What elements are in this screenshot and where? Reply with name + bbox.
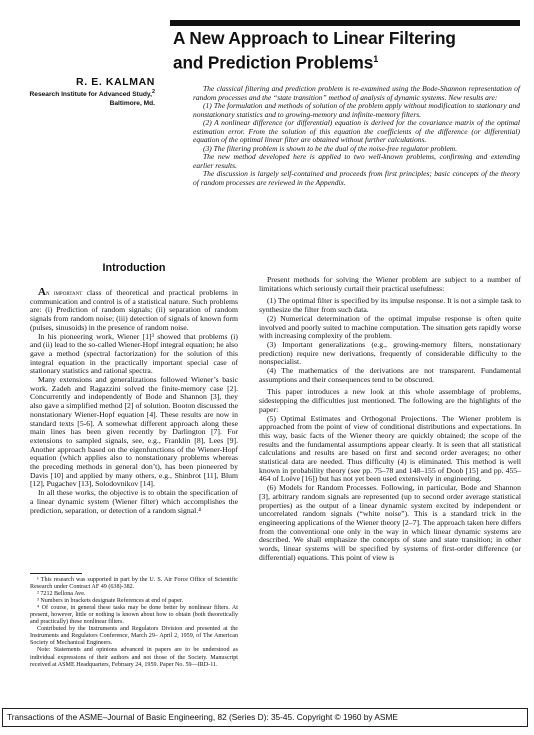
body-column-left bbox=[30, 288, 238, 515]
body-paragraph: (6) Models for Random Processes. Following, in particular, Bode and Shannon [3], arbitrary random signals are represented (up to second order average statistical properties) as the output of a linear dynamic system excited by independent or uncorrelated random signals (“white noise”). This is a standard trick in the engineering applications of the Wiener theory [2–7]. The approach taken here differs from the conventional one only in the way in which linear dynamic systems are described. We shall emphasize the concepts of state and state transition; in other words, linear systems will be specified by systems of first-order difference (or differential) equations. This point of view is bbox=[259, 483, 521, 562]
drop-cap: A bbox=[38, 286, 46, 298]
body-paragraph: (3) Important generalizations (e.g., growing-memory filters, nonstationary prediction) require new derivations, frequently of considerable difficulty to the nonspecialist. bbox=[259, 339, 521, 367]
abstract-paragraph: (3) The filtering problem is shown to be the dual of the noise-free regulator problem. bbox=[203, 143, 458, 153]
title-line-2: and Prediction Problems bbox=[173, 52, 374, 73]
footnote: ³ Numbers in brackets designate References at end of paper. bbox=[37, 598, 183, 605]
body-paragraph: Many extensions and generalizations followed Wiener’s basic work. Zadeh and Ragazzini solved the finite-memory case [2]. Concurrently and independently of Bode and Shannon [3], they also gave a simplified method [2] of solution. Booton discussed the nonstationary Wiener-Hopf equation [4]. These results are now in standard texts [5-6]. A somewhat different approach along these main lines has been given recently by Darlington [7]. For extensions to sampled signals, see, e.g., Franklin [8], Lees [9]. Another approach based on the eigenfunctions of the Wiener-Hopf equation (which applies also to nonstationary problems whereas the preceding methods in general don’t), has been pioneered by Davis [10] and applied by many others, e.g., Shinbrot [11], Blum [12], Pugachev [13], Solodovnikov [14]. bbox=[30, 375, 238, 489]
section-heading-introduction: Introduction bbox=[102, 262, 166, 274]
affiliation-line-2: Baltimore, Md. bbox=[109, 100, 155, 108]
footnote: ² 7212 Bellona Ave. bbox=[37, 591, 86, 598]
abstract bbox=[193, 85, 520, 188]
small-caps-lead: n important bbox=[45, 288, 83, 297]
body-paragraph: (1) The optimal filter is specified by its impulse response. It is not a simple task to synthesize the filter from such data. bbox=[259, 296, 521, 315]
abstract-paragraph: (2) A nonlinear difference (or differential) equation is derived for the covariance matrix of the optimal estimation error. From the solution of this equation the coefficients of the difference (or differential) equation of the optimal linear filter are obtained without further calculations. bbox=[193, 118, 520, 145]
author-name: R. E. KALMAN bbox=[76, 76, 155, 88]
body-paragraph: (5) Optimal Estimates and Orthogonal Projections. The Wiener problem is approached from the point of view of conditional distributions and expectations. In this way, basic facts of the Wiener theory are quickly obtained; the scope of the results and the fundamental assumptions appear clearly. It is seen that all statistical calculations and results are based on first and second order averages; no other statistical data are needed. Thus difficulty (4) is eliminated. This method is well known in probability theory (see pp. 75–78 and 148–155 of Doob [15] and pp. 455–464 of Loève [16]) but has not yet been used extensively in engineering. bbox=[259, 413, 521, 484]
body-column-right bbox=[259, 276, 521, 563]
body-paragraph: Present methods for solving the Wiener problem are subject to a number of limitations which seriously curtail their practical usefulness: bbox=[259, 275, 521, 293]
footnote: ¹ This research was supported in part by the U. S. Air Force Office of Scientific Research under Contract AF 49 (638)-382. bbox=[30, 577, 238, 591]
affiliation-line-1: Research Institute for Advanced Study, bbox=[29, 91, 152, 99]
title-line-1: A New Approach to Linear Filtering bbox=[173, 28, 456, 48]
footnote: Contributed by the Instruments and Regulators Division and presented at the Instruments and Regulators Conference, March 29– April 2, 1959, of The American Society of Mechanical Engineers. bbox=[30, 626, 238, 647]
body-paragraph: (2) Numerical determination of the optimal impulse response is often quite involved and poorly suited to machine computation. The situation gets rapidly worse with increasing complexity of the problem. bbox=[259, 313, 521, 341]
body-paragraph: In all these works, the objective is to obtain the specification of a linear dynamic system (Wiener filter) which accomplishes the prediction, separation, or detection of a random signal.⁴ bbox=[30, 488, 238, 515]
abstract-paragraph: The discussion is largely self-contained and proceeds from first principles; basic concepts of the theory of random processes are reviewed in the Appendix. bbox=[193, 169, 520, 188]
author-affiliation bbox=[0, 88, 155, 108]
title-rule bbox=[170, 20, 520, 26]
footnotes bbox=[30, 577, 238, 669]
body-paragraph: This paper introduces a new look at this whole assemblage of problems, sidestepping the difficulties just mentioned. The following are the highlights of the paper: bbox=[259, 387, 521, 414]
abstract-paragraph: The classical filtering and prediction problem is re-examined using the Bode-Shannon representation of random processes and the “state transition” method of analysis of dynamic systems. New results are: bbox=[193, 84, 520, 102]
affiliation-mark: 2 bbox=[151, 89, 155, 95]
footnote: ⁴ Of course, in general these tasks may be done better by nonlinear filters. At present, however, little or nothing is known about how to obtain (both theoretically and practically) these nonlinear filters. bbox=[30, 605, 238, 626]
body-paragraph: In his pioneering work, Wiener [1]³ showed that problems (i) and (ii) lead to the so-called Wiener-Hopf integral equation; he also gave a method (spectral factorization) for the solution of this integral equation in the practically important special case of stationary statistics and rational spectra. bbox=[30, 331, 238, 376]
title-footnote-mark: 1 bbox=[373, 54, 379, 64]
footnote: Note: Statements and opinions advanced in papers are to be understood as individual expressions of their authors and not those of the Society. Manuscript received at ASME Headquarters, February 24, 1959. Paper No. 59—IRD-11. bbox=[30, 647, 238, 668]
body-paragraph bbox=[30, 288, 238, 333]
paper-title bbox=[173, 28, 528, 74]
footnote-rule bbox=[30, 573, 82, 574]
abstract-paragraph: The new method developed here is applied to two well-known problems, confirming and extending earlier results. bbox=[193, 152, 520, 170]
body-paragraph: (4) The mathematics of the derivations are not transparent. Fundamental assumptions and their consequences tend to be obscured. bbox=[259, 366, 521, 384]
citation-footer: Transactions of the ASME–Journal of Basic Engineering, 82 (Series D): 35-45. Copyright © 1960 by ASME bbox=[2, 708, 528, 727]
abstract-paragraph: (1) The formulation and methods of solution of the problem apply without modification to stationary and nonstationary statistics and to growing-memory and infinite-memory filters. bbox=[193, 101, 520, 119]
paragraph-text: class of theoretical and practical problems in communication and control is of a statistical nature. Such problems are: (i) Prediction of random signals; (ii) separation of random signals from random noise; (iii) detection of signals of known form (pulses, sinusoids) in the presence of random noise. bbox=[30, 288, 239, 332]
